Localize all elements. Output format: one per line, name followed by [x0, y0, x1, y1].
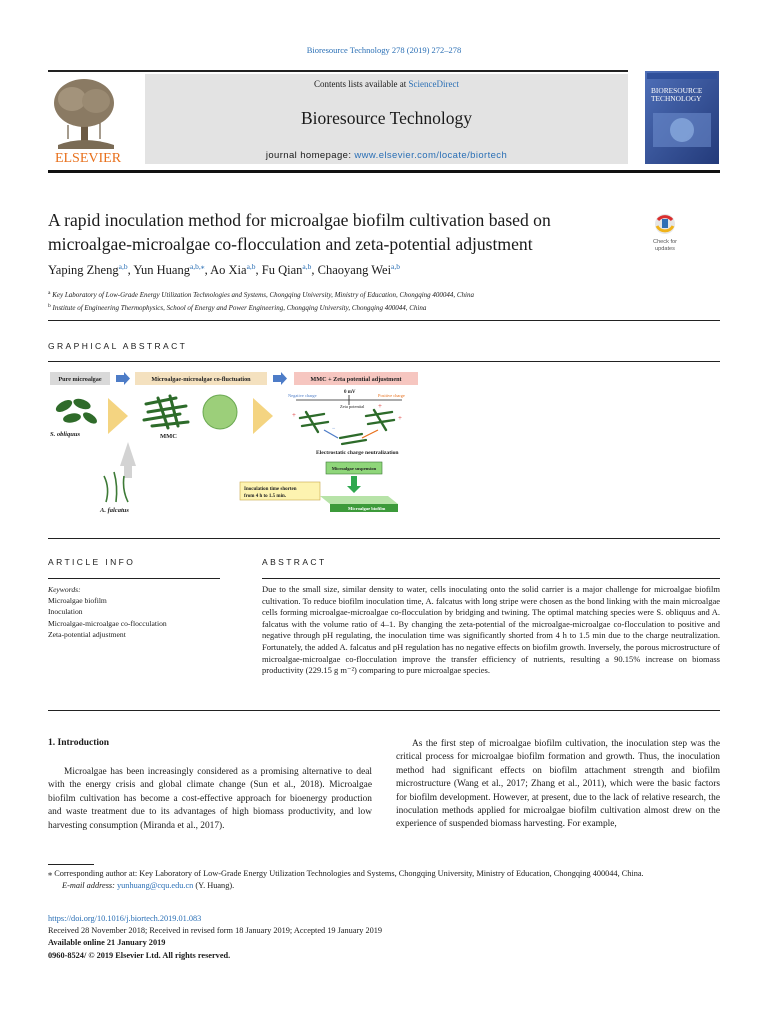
footnote [48, 868, 720, 893]
article-info-rule [48, 578, 220, 579]
tree-icon [54, 79, 114, 149]
svg-text:+: + [292, 411, 296, 419]
arrow-right-icon [116, 372, 130, 385]
a-falcatus-cells-icon [104, 472, 128, 502]
masthead-rule [48, 170, 720, 173]
keywords-block [48, 584, 220, 640]
section-heading-introduction: 1. Introduction [48, 738, 110, 748]
cover-title-line2: TECHNOLOGY [651, 94, 702, 103]
box-mmc-zeta-label: MMC + Zeta potential adjustment [310, 376, 402, 383]
box-pure-label: Pure microalgae [58, 376, 102, 383]
journal-cover[interactable] [645, 71, 719, 164]
abstract-rule [262, 578, 720, 579]
arrow-yellow-icon [253, 398, 273, 434]
abstract-end-rule [48, 710, 720, 711]
affil-text: Key Laboratory of Low-Grade Energy Utilization Technologies and Systems, Chongqing University, Ministry of Education, Chongqing 400044, China [52, 291, 475, 299]
negative-cluster-icon [300, 412, 328, 432]
corresponding-author [48, 868, 720, 880]
author-separator: , [204, 263, 211, 277]
elsevier-wordmark: ELSEVIER [54, 151, 122, 165]
arrow-up-icon [120, 442, 136, 478]
email-suffix: (Y. Huang). [193, 881, 235, 891]
keyword: Zeta-potential adjustment [48, 629, 126, 639]
article-info-label: ARTICLE INFO [48, 557, 136, 567]
journal-reference[interactable]: Bioresource Technology 278 (2019) 272–278 [306, 45, 462, 55]
author-affil-mark[interactable]: a,b [302, 262, 312, 271]
graphical-abstract-rule [48, 361, 720, 362]
corr-text: Key Laboratory of Low-Grade Energy Utilization Technologies and Systems, Chongqing University, Ministry of Education, Chongqing 400044, China. [139, 869, 644, 878]
svg-text:+: + [398, 414, 402, 422]
neg-charge-label: Negative charge [288, 393, 317, 398]
keyword: Inoculation [48, 607, 83, 617]
author-affil-mark[interactable]: a,b [391, 262, 401, 271]
keywords-title: Keywords: [48, 585, 81, 594]
svg-text:−: − [332, 426, 336, 432]
affiliation-b [48, 301, 720, 314]
carrier-plate [320, 496, 398, 504]
footnote-rule [48, 864, 94, 865]
author-affil-mark[interactable]: a,b [246, 262, 256, 271]
cover-title-line1: BIORESOURCE [651, 86, 703, 95]
email-row [48, 880, 720, 892]
homepage-line [145, 150, 628, 161]
zero-mv-label: 0 mV [344, 390, 356, 395]
graphical-abstract-label: GRAPHICAL ABSTRACT [48, 341, 188, 351]
author-affil-mark[interactable]: a,b,⁎ [189, 262, 205, 271]
arrow-yellow-icon [108, 398, 128, 434]
affil-mark: b [48, 303, 51, 309]
arrow-converge-icon [362, 430, 378, 438]
check-updates-icon [655, 214, 675, 234]
intro-paragraph-left: Microalgae has been increasingly considered as a promising alternative to deal with the energy crisis and global climate change (Sun et al., 2018). Microalgae biofilm cultivation has become a cost-effective approach for bioenergy production and waste treatment due to its advantages of high biomass productivity, and low harvesting consumption (Miranda et al., 2017). [48, 767, 372, 831]
sciencedirect-link[interactable]: ScienceDirect [408, 79, 459, 89]
keyword: Microalgae-microalgae co-flocculation [48, 618, 167, 628]
arrow-converge-icon [324, 430, 338, 438]
biofilm-label: Microalgae biofilm [348, 506, 386, 511]
suspension-label: Microalgae suspension [331, 466, 377, 471]
label-a-falcatus: A. falcatus [100, 507, 129, 514]
author-name[interactable]: Fu Qian [261, 263, 303, 277]
s-obliquus-cells-icon [54, 397, 99, 426]
email-link[interactable]: yunhuang@cqu.edu.cn [117, 881, 194, 891]
inoc-line1: Inoculation time shorten [244, 487, 297, 492]
bibliographic-info [48, 913, 720, 962]
svg-text:+: + [378, 402, 382, 410]
article-title: A rapid inoculation method for microalgae biofilm cultivation based on microalgae-microalgae co-flocculation and zeta-potential adjustment [48, 210, 551, 254]
contents-prefix: Contents lists available at [314, 79, 409, 89]
check-for-updates-badge[interactable] [643, 212, 687, 254]
contents-line [145, 79, 628, 89]
inoc-line2: from 4 h to 1.5 min. [244, 494, 286, 499]
zeta-potential-label: Zeta potential [340, 404, 365, 409]
copyright: 0960-8524/ © 2019 Elsevier Ltd. All rights reserved. [48, 950, 231, 960]
corr-label: ⁎ Corresponding author at: [48, 869, 140, 878]
journal-title: Bioresource Technology [301, 108, 472, 128]
keyword: Microalgae biofilm [48, 596, 107, 606]
received-dates: Received 28 November 2018; Received in revised form 18 January 2019; Accepted 19 January 2019 [48, 926, 383, 936]
neutralization-label: Electrostatic charge neutralization [316, 450, 399, 456]
author-separator: , [255, 263, 262, 277]
badge-line2: updates [655, 246, 675, 252]
doi-link[interactable]: https://doi.org/10.1016/j.biortech.2019.01.083 [48, 914, 202, 923]
positive-cluster-icon [366, 410, 394, 430]
author-name[interactable]: Ao Xia [210, 263, 247, 277]
abstract-label: ABSTRACT [262, 557, 327, 567]
affil-mark: a [48, 290, 51, 296]
affil-text: Institute of Engineering Thermophysics, School of Energy and Power Engineering, Chongqing University, Chongqing 400044, China [52, 304, 427, 312]
affiliation-rule [48, 320, 720, 321]
arrow-right-icon [273, 372, 287, 385]
intro-paragraph-right: As the first step of microalgae biofilm cultivation, the inoculation step was the critical process for microalgae biofilm formation and growth. Thus, the inoculation method had significant effects on biofilm attachment strength and biofilm microstructure (Wang et al., 2017; Zhang et al., 2011), which were the basic factors for biofilm development. However, at present, due to the lack of relative research, the inoculation methods applied for microalgae biofilm cultivation almost drew on the experience of suspended biomass harvesting. For example, [396, 739, 720, 830]
author-name[interactable]: Yaping Zheng [48, 263, 119, 277]
author-affil-mark[interactable]: a,b [118, 262, 128, 271]
label-mmc: MMC [160, 433, 177, 440]
box-cofluct-label: Microalgae-microalgae co-fluctuation [151, 376, 251, 383]
author-list [48, 262, 688, 278]
badge-line1: Check for [653, 239, 677, 245]
header-rule [48, 70, 628, 72]
affiliations [48, 288, 720, 314]
graphical-abstract-figure[interactable] [48, 368, 428, 518]
merged-cluster-icon [340, 434, 366, 444]
affiliation-a [48, 288, 720, 301]
homepage-link[interactable]: www.elsevier.com/locate/biortech [354, 150, 508, 161]
author-name[interactable]: Yun Huang [133, 263, 190, 277]
mmc-cluster-icon [144, 396, 188, 428]
available-online: Available online 21 January 2019 [48, 938, 166, 948]
author-separator: , [127, 263, 134, 277]
label-s-obliquus: S. obliquus [50, 431, 80, 438]
pos-charge-label: Positive charge [378, 393, 405, 398]
author-separator: , [311, 263, 318, 277]
arrow-down-icon [347, 476, 361, 493]
abstract-text: Due to the small size, similar density to water, cells inoculating onto the solid carrier is a major challenge for microalgae biofilm cultivation. To reduce biofilm inoculation time, A. falcatus with long stripe were chosen as the bond linking with the main microalgae cells forming microalgae-microalgae co-flocculation by bridging and twining. The optimal matching species were S. obliquus and A. falcatus with the volume ratio of 4–1. By changing the zeta-potential of the microalgae-microalgae co-flocculation to positive and negative through pH regulating, the inoculation time was significantly shorted from 4 h to 1.5 min due to the charge neutralization. Fortunately, the added A. falcatus and pH regulation has no negative effects on biofilm growth. Inversely, the porous microstructure of microalgae-microalgae co-flocculation improve the transfer efficiency of nutrients, resulting a 90.15% increase on biomass productivity (229.15 g m⁻²) comparing to pure microalgae species. [262, 584, 720, 676]
author-name[interactable]: Chaoyang Wei [317, 263, 392, 277]
graphical-abstract-end-rule [48, 538, 720, 539]
homepage-prefix: journal homepage: [265, 150, 355, 161]
elsevier-logo[interactable] [48, 75, 128, 165]
email-label: E-mail address: [62, 881, 117, 891]
